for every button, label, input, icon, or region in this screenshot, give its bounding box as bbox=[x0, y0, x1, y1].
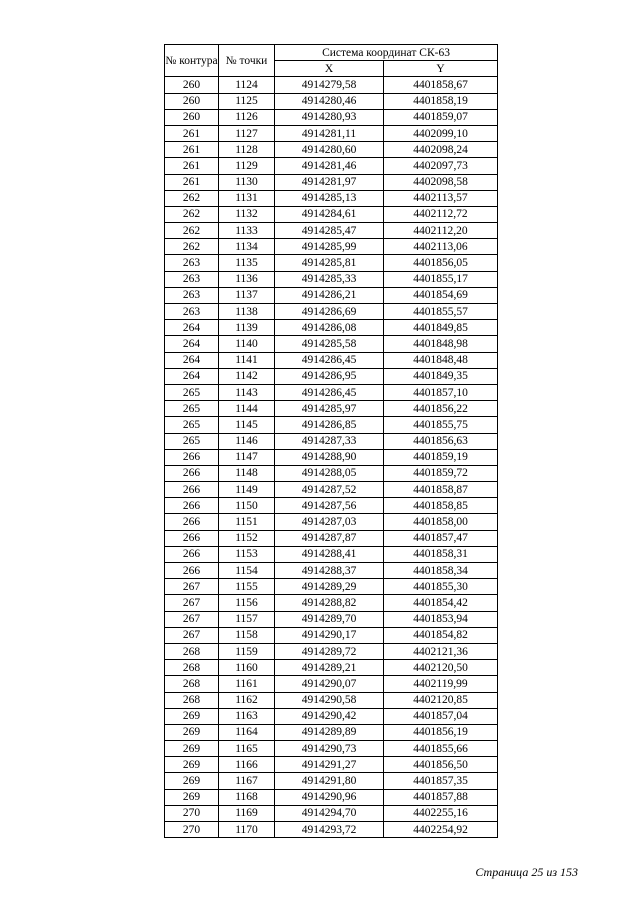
table-row bbox=[165, 206, 498, 222]
table-row bbox=[165, 174, 498, 190]
cell-x: 4914280,93 bbox=[275, 109, 384, 125]
table-row bbox=[165, 336, 498, 352]
cell-point: 1157 bbox=[219, 611, 275, 627]
cell-contour: 263 bbox=[165, 287, 219, 303]
cell-contour: 268 bbox=[165, 660, 219, 676]
cell-x: 4914279,58 bbox=[275, 77, 384, 93]
cell-y: 4401855,57 bbox=[384, 304, 498, 320]
table-row bbox=[165, 676, 498, 692]
cell-point: 1130 bbox=[219, 174, 275, 190]
cell-contour: 263 bbox=[165, 255, 219, 271]
cell-x: 4914286,45 bbox=[275, 384, 384, 400]
table-row bbox=[165, 142, 498, 158]
cell-contour: 265 bbox=[165, 433, 219, 449]
cell-x: 4914288,37 bbox=[275, 563, 384, 579]
cell-y: 4401858,19 bbox=[384, 93, 498, 109]
table-row bbox=[165, 546, 498, 562]
cell-y: 4401853,94 bbox=[384, 611, 498, 627]
cell-contour: 268 bbox=[165, 676, 219, 692]
cell-contour: 265 bbox=[165, 401, 219, 417]
cell-contour: 262 bbox=[165, 239, 219, 255]
cell-y: 4402255,16 bbox=[384, 805, 498, 821]
table-row bbox=[165, 352, 498, 368]
cell-y: 4401857,47 bbox=[384, 530, 498, 546]
cell-y: 4402254,92 bbox=[384, 822, 498, 838]
cell-point: 1158 bbox=[219, 627, 275, 643]
cell-contour: 262 bbox=[165, 223, 219, 239]
table-row bbox=[165, 741, 498, 757]
table-row bbox=[165, 304, 498, 320]
cell-y: 4401857,04 bbox=[384, 708, 498, 724]
cell-contour: 269 bbox=[165, 708, 219, 724]
cell-contour: 266 bbox=[165, 498, 219, 514]
cell-contour: 267 bbox=[165, 595, 219, 611]
header-contour: № контура bbox=[165, 45, 219, 77]
cell-contour: 260 bbox=[165, 93, 219, 109]
cell-point: 1164 bbox=[219, 724, 275, 740]
cell-contour: 260 bbox=[165, 109, 219, 125]
cell-point: 1170 bbox=[219, 822, 275, 838]
header-y: Y bbox=[384, 61, 498, 77]
cell-y: 4401855,66 bbox=[384, 741, 498, 757]
cell-x: 4914286,45 bbox=[275, 352, 384, 368]
cell-y: 4401858,67 bbox=[384, 77, 498, 93]
cell-y: 4402097,73 bbox=[384, 158, 498, 174]
cell-x: 4914288,41 bbox=[275, 546, 384, 562]
cell-y: 4401849,35 bbox=[384, 368, 498, 384]
table-row bbox=[165, 255, 498, 271]
table-row bbox=[165, 482, 498, 498]
table-row bbox=[165, 579, 498, 595]
cell-point: 1133 bbox=[219, 223, 275, 239]
cell-y: 4401858,34 bbox=[384, 563, 498, 579]
cell-y: 4402119,99 bbox=[384, 676, 498, 692]
cell-point: 1160 bbox=[219, 660, 275, 676]
cell-x: 4914290,42 bbox=[275, 708, 384, 724]
cell-y: 4401859,19 bbox=[384, 449, 498, 465]
cell-contour: 264 bbox=[165, 368, 219, 384]
cell-x: 4914285,81 bbox=[275, 255, 384, 271]
cell-y: 4401857,35 bbox=[384, 773, 498, 789]
cell-x: 4914288,05 bbox=[275, 465, 384, 481]
cell-y: 4401854,42 bbox=[384, 595, 498, 611]
cell-y: 4401858,87 bbox=[384, 482, 498, 498]
table-row bbox=[165, 660, 498, 676]
cell-point: 1154 bbox=[219, 563, 275, 579]
cell-point: 1144 bbox=[219, 401, 275, 417]
cell-point: 1149 bbox=[219, 482, 275, 498]
cell-point: 1127 bbox=[219, 125, 275, 141]
cell-point: 1163 bbox=[219, 708, 275, 724]
cell-y: 4402120,50 bbox=[384, 660, 498, 676]
cell-x: 4914288,82 bbox=[275, 595, 384, 611]
table-row bbox=[165, 757, 498, 773]
cell-x: 4914287,33 bbox=[275, 433, 384, 449]
table-row bbox=[165, 530, 498, 546]
table-row bbox=[165, 158, 498, 174]
table-row bbox=[165, 514, 498, 530]
table-row bbox=[165, 433, 498, 449]
cell-x: 4914287,03 bbox=[275, 514, 384, 530]
cell-point: 1155 bbox=[219, 579, 275, 595]
cell-y: 4401856,22 bbox=[384, 401, 498, 417]
cell-contour: 265 bbox=[165, 384, 219, 400]
cell-x: 4914285,47 bbox=[275, 223, 384, 239]
cell-contour: 263 bbox=[165, 271, 219, 287]
cell-x: 4914286,69 bbox=[275, 304, 384, 320]
cell-y: 4401858,85 bbox=[384, 498, 498, 514]
cell-contour: 260 bbox=[165, 77, 219, 93]
cell-contour: 266 bbox=[165, 449, 219, 465]
cell-y: 4401848,48 bbox=[384, 352, 498, 368]
table-row bbox=[165, 627, 498, 643]
cell-point: 1162 bbox=[219, 692, 275, 708]
coordinates-table bbox=[164, 44, 498, 838]
table-row bbox=[165, 773, 498, 789]
table-row bbox=[165, 287, 498, 303]
cell-x: 4914287,56 bbox=[275, 498, 384, 514]
cell-point: 1140 bbox=[219, 336, 275, 352]
cell-y: 4401858,31 bbox=[384, 546, 498, 562]
cell-point: 1135 bbox=[219, 255, 275, 271]
cell-x: 4914285,99 bbox=[275, 239, 384, 255]
table-row bbox=[165, 93, 498, 109]
table-row bbox=[165, 77, 498, 93]
table-row bbox=[165, 643, 498, 659]
cell-contour: 268 bbox=[165, 643, 219, 659]
cell-x: 4914286,95 bbox=[275, 368, 384, 384]
table-row bbox=[165, 789, 498, 805]
cell-contour: 264 bbox=[165, 336, 219, 352]
cell-point: 1129 bbox=[219, 158, 275, 174]
cell-x: 4914291,80 bbox=[275, 773, 384, 789]
table-row bbox=[165, 190, 498, 206]
cell-x: 4914290,58 bbox=[275, 692, 384, 708]
cell-y: 4402112,72 bbox=[384, 206, 498, 222]
table-row bbox=[165, 465, 498, 481]
cell-point: 1153 bbox=[219, 546, 275, 562]
cell-x: 4914290,73 bbox=[275, 741, 384, 757]
cell-point: 1138 bbox=[219, 304, 275, 320]
cell-y: 4401859,07 bbox=[384, 109, 498, 125]
table-row bbox=[165, 822, 498, 838]
cell-x: 4914291,27 bbox=[275, 757, 384, 773]
cell-x: 4914285,33 bbox=[275, 271, 384, 287]
cell-x: 4914293,72 bbox=[275, 822, 384, 838]
cell-contour: 267 bbox=[165, 627, 219, 643]
cell-x: 4914281,11 bbox=[275, 125, 384, 141]
table-row bbox=[165, 384, 498, 400]
table-row bbox=[165, 692, 498, 708]
cell-point: 1139 bbox=[219, 320, 275, 336]
cell-x: 4914286,85 bbox=[275, 417, 384, 433]
cell-contour: 266 bbox=[165, 563, 219, 579]
cell-y: 4401849,85 bbox=[384, 320, 498, 336]
cell-x: 4914289,70 bbox=[275, 611, 384, 627]
table-row bbox=[165, 368, 498, 384]
cell-x: 4914289,89 bbox=[275, 724, 384, 740]
cell-contour: 261 bbox=[165, 174, 219, 190]
cell-point: 1150 bbox=[219, 498, 275, 514]
cell-x: 4914285,58 bbox=[275, 336, 384, 352]
header-x: X bbox=[275, 61, 384, 77]
cell-contour: 264 bbox=[165, 352, 219, 368]
table-row bbox=[165, 320, 498, 336]
cell-point: 1136 bbox=[219, 271, 275, 287]
cell-x: 4914284,61 bbox=[275, 206, 384, 222]
table-row bbox=[165, 125, 498, 141]
cell-point: 1145 bbox=[219, 417, 275, 433]
cell-contour: 265 bbox=[165, 417, 219, 433]
cell-x: 4914288,90 bbox=[275, 449, 384, 465]
cell-contour: 268 bbox=[165, 692, 219, 708]
cell-point: 1159 bbox=[219, 643, 275, 659]
cell-x: 4914290,17 bbox=[275, 627, 384, 643]
cell-point: 1131 bbox=[219, 190, 275, 206]
cell-point: 1141 bbox=[219, 352, 275, 368]
cell-point: 1125 bbox=[219, 93, 275, 109]
cell-x: 4914289,72 bbox=[275, 643, 384, 659]
table-row bbox=[165, 223, 498, 239]
cell-point: 1146 bbox=[219, 433, 275, 449]
cell-contour: 266 bbox=[165, 482, 219, 498]
cell-contour: 269 bbox=[165, 724, 219, 740]
cell-contour: 266 bbox=[165, 465, 219, 481]
cell-y: 4402120,85 bbox=[384, 692, 498, 708]
cell-contour: 264 bbox=[165, 320, 219, 336]
cell-point: 1166 bbox=[219, 757, 275, 773]
cell-point: 1148 bbox=[219, 465, 275, 481]
cell-x: 4914294,70 bbox=[275, 805, 384, 821]
cell-y: 4401855,30 bbox=[384, 579, 498, 595]
cell-y: 4401855,75 bbox=[384, 417, 498, 433]
cell-contour: 263 bbox=[165, 304, 219, 320]
cell-x: 4914285,13 bbox=[275, 190, 384, 206]
table-row bbox=[165, 271, 498, 287]
cell-contour: 262 bbox=[165, 206, 219, 222]
cell-y: 4401856,05 bbox=[384, 255, 498, 271]
cell-y: 4402113,06 bbox=[384, 239, 498, 255]
table-row bbox=[165, 498, 498, 514]
cell-contour: 262 bbox=[165, 190, 219, 206]
table-row bbox=[165, 563, 498, 579]
cell-contour: 267 bbox=[165, 611, 219, 627]
table-row bbox=[165, 708, 498, 724]
cell-contour: 261 bbox=[165, 125, 219, 141]
cell-contour: 261 bbox=[165, 142, 219, 158]
cell-y: 4402121,36 bbox=[384, 643, 498, 659]
cell-x: 4914281,97 bbox=[275, 174, 384, 190]
cell-contour: 270 bbox=[165, 805, 219, 821]
cell-point: 1169 bbox=[219, 805, 275, 821]
cell-x: 4914280,46 bbox=[275, 93, 384, 109]
cell-x: 4914289,29 bbox=[275, 579, 384, 595]
cell-y: 4401858,00 bbox=[384, 514, 498, 530]
table-row bbox=[165, 724, 498, 740]
cell-contour: 266 bbox=[165, 546, 219, 562]
page-number: Страница 25 из 153 bbox=[475, 865, 578, 879]
cell-x: 4914286,21 bbox=[275, 287, 384, 303]
cell-y: 4402098,24 bbox=[384, 142, 498, 158]
cell-y: 4401854,82 bbox=[384, 627, 498, 643]
cell-y: 4401848,98 bbox=[384, 336, 498, 352]
cell-x: 4914285,97 bbox=[275, 401, 384, 417]
cell-contour: 266 bbox=[165, 530, 219, 546]
cell-contour: 270 bbox=[165, 822, 219, 838]
cell-point: 1147 bbox=[219, 449, 275, 465]
cell-point: 1167 bbox=[219, 773, 275, 789]
table-row bbox=[165, 239, 498, 255]
cell-y: 4401859,72 bbox=[384, 465, 498, 481]
cell-y: 4402112,20 bbox=[384, 223, 498, 239]
cell-y: 4401856,50 bbox=[384, 757, 498, 773]
cell-contour: 269 bbox=[165, 757, 219, 773]
table-row bbox=[165, 109, 498, 125]
cell-point: 1156 bbox=[219, 595, 275, 611]
cell-x: 4914290,96 bbox=[275, 789, 384, 805]
table-row bbox=[165, 401, 498, 417]
table-row bbox=[165, 595, 498, 611]
table-row bbox=[165, 449, 498, 465]
cell-y: 4401857,88 bbox=[384, 789, 498, 805]
cell-y: 4401857,10 bbox=[384, 384, 498, 400]
cell-y: 4401855,17 bbox=[384, 271, 498, 287]
cell-point: 1142 bbox=[219, 368, 275, 384]
cell-y: 4402099,10 bbox=[384, 125, 498, 141]
cell-point: 1151 bbox=[219, 514, 275, 530]
cell-point: 1126 bbox=[219, 109, 275, 125]
header-coordinate-system: Система координат СК-63 bbox=[275, 45, 498, 61]
cell-x: 4914287,52 bbox=[275, 482, 384, 498]
table-row bbox=[165, 611, 498, 627]
cell-contour: 269 bbox=[165, 741, 219, 757]
cell-x: 4914287,87 bbox=[275, 530, 384, 546]
cell-point: 1137 bbox=[219, 287, 275, 303]
cell-contour: 267 bbox=[165, 579, 219, 595]
cell-point: 1165 bbox=[219, 741, 275, 757]
cell-y: 4402113,57 bbox=[384, 190, 498, 206]
cell-point: 1168 bbox=[219, 789, 275, 805]
cell-x: 4914280,60 bbox=[275, 142, 384, 158]
cell-x: 4914289,21 bbox=[275, 660, 384, 676]
header-point: № точки bbox=[219, 45, 275, 77]
cell-contour: 269 bbox=[165, 773, 219, 789]
cell-y: 4401856,63 bbox=[384, 433, 498, 449]
cell-point: 1132 bbox=[219, 206, 275, 222]
cell-point: 1143 bbox=[219, 384, 275, 400]
cell-y: 4401854,69 bbox=[384, 287, 498, 303]
cell-point: 1124 bbox=[219, 77, 275, 93]
cell-x: 4914286,08 bbox=[275, 320, 384, 336]
cell-contour: 266 bbox=[165, 514, 219, 530]
cell-point: 1161 bbox=[219, 676, 275, 692]
table-body bbox=[165, 77, 498, 838]
cell-point: 1152 bbox=[219, 530, 275, 546]
cell-contour: 269 bbox=[165, 789, 219, 805]
cell-point: 1134 bbox=[219, 239, 275, 255]
cell-x: 4914290,07 bbox=[275, 676, 384, 692]
cell-point: 1128 bbox=[219, 142, 275, 158]
cell-y: 4401856,19 bbox=[384, 724, 498, 740]
table-row bbox=[165, 805, 498, 821]
cell-contour: 261 bbox=[165, 158, 219, 174]
table-row bbox=[165, 417, 498, 433]
cell-y: 4402098,58 bbox=[384, 174, 498, 190]
table-header bbox=[165, 45, 498, 77]
cell-x: 4914281,46 bbox=[275, 158, 384, 174]
